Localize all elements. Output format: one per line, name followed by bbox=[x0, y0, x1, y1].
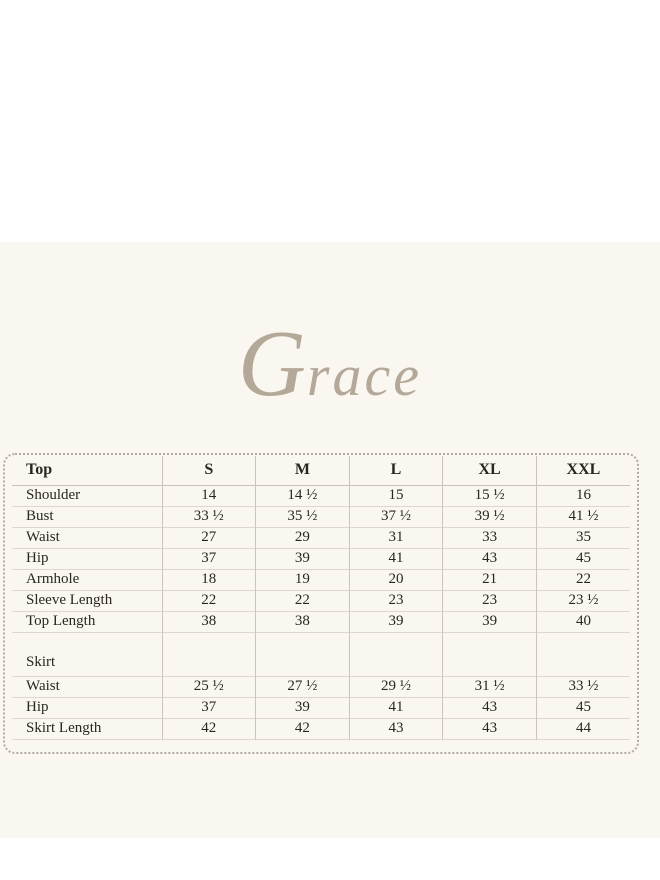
measurement-value: 27 ½ bbox=[256, 676, 350, 697]
table-row-skirt-length bbox=[12, 718, 630, 739]
size-chart-box bbox=[3, 453, 639, 754]
measurement-value: 21 bbox=[443, 569, 537, 590]
measurement-value: 31 bbox=[349, 527, 443, 548]
measurement-value: 41 bbox=[349, 548, 443, 569]
measurement-value: 43 bbox=[443, 718, 537, 739]
size-column-m: M bbox=[256, 456, 350, 485]
measurement-value: 33 bbox=[443, 527, 537, 548]
table-row-shoulder bbox=[12, 485, 630, 506]
empty-cell bbox=[349, 632, 443, 676]
measurement-value: 29 ½ bbox=[349, 676, 443, 697]
measurement-value: 31 ½ bbox=[443, 676, 537, 697]
measurement-value: 16 bbox=[575, 487, 591, 503]
measurement-value: 41 ½ bbox=[568, 508, 599, 524]
table-row-sleeve-length bbox=[12, 590, 630, 611]
measurement-label: Hip bbox=[12, 548, 162, 569]
table-row-waist bbox=[12, 527, 630, 548]
size-chart-header-row bbox=[12, 456, 630, 485]
empty-cell bbox=[162, 632, 256, 676]
table-row-skirt-waist bbox=[12, 676, 630, 697]
size-column-s: S bbox=[162, 456, 256, 485]
brand-logo-rest: race bbox=[306, 343, 422, 408]
table-row-top-length bbox=[12, 611, 630, 632]
measurement-value: 43 bbox=[443, 548, 537, 569]
section-title-top: Top bbox=[12, 456, 162, 485]
measurement-value: 43 bbox=[349, 718, 443, 739]
size-column-xxl: XXL bbox=[566, 461, 601, 479]
table-row-armhole bbox=[12, 569, 630, 590]
measurement-value: 22 bbox=[575, 571, 591, 587]
measurement-value: 35 bbox=[575, 529, 591, 545]
measurement-value: 25 ½ bbox=[162, 676, 256, 697]
measurement-value: 45 bbox=[575, 550, 591, 566]
measurement-value: 19 bbox=[256, 569, 350, 590]
measurement-value: 20 bbox=[349, 569, 443, 590]
measurement-value: 38 bbox=[256, 611, 350, 632]
size-column-l: L bbox=[349, 456, 443, 485]
measurement-value: 39 bbox=[256, 697, 350, 718]
measurement-value: 23 ½ bbox=[568, 592, 599, 608]
measurement-value: 22 bbox=[256, 590, 350, 611]
measurement-value: 27 bbox=[162, 527, 256, 548]
measurement-label: Bust bbox=[12, 506, 162, 527]
measurement-value: 33 ½ bbox=[568, 678, 599, 694]
table-row-hip bbox=[12, 548, 630, 569]
section-title-skirt: Skirt bbox=[12, 632, 162, 676]
empty-cell bbox=[256, 632, 350, 676]
measurement-value: 37 bbox=[162, 697, 256, 718]
measurement-label: Armhole bbox=[12, 569, 162, 590]
measurement-label: Sleeve Length bbox=[12, 590, 162, 611]
measurement-value: 29 bbox=[256, 527, 350, 548]
measurement-value: 39 bbox=[256, 548, 350, 569]
measurement-label: Shoulder bbox=[12, 485, 162, 506]
measurement-value: 15 ½ bbox=[443, 485, 537, 506]
empty-cell bbox=[536, 632, 630, 676]
measurement-value: 33 ½ bbox=[162, 506, 256, 527]
measurement-value: 42 bbox=[256, 718, 350, 739]
measurement-value: 40 bbox=[575, 613, 591, 629]
measurement-value: 23 bbox=[349, 590, 443, 611]
measurement-label: Waist bbox=[12, 676, 162, 697]
measurement-value: 39 bbox=[443, 611, 537, 632]
table-row-bust bbox=[12, 506, 630, 527]
brand-logo-initial: G bbox=[238, 312, 307, 416]
measurement-value: 18 bbox=[162, 569, 256, 590]
measurement-label: Hip bbox=[12, 697, 162, 718]
skirt-section-header-row bbox=[12, 632, 630, 676]
measurement-label: Skirt Length bbox=[12, 718, 162, 739]
measurement-value: 38 bbox=[162, 611, 256, 632]
content-panel bbox=[0, 242, 660, 838]
measurement-label: Top Length bbox=[12, 611, 162, 632]
brand-logo bbox=[0, 314, 660, 426]
measurement-label: Waist bbox=[12, 527, 162, 548]
measurement-value: 23 bbox=[443, 590, 537, 611]
size-chart-table bbox=[12, 456, 630, 740]
measurement-value: 22 bbox=[162, 590, 256, 611]
measurement-value: 44 bbox=[575, 720, 591, 736]
table-row-skirt-hip bbox=[12, 697, 630, 718]
measurement-value: 45 bbox=[575, 699, 591, 715]
measurement-value: 43 bbox=[443, 697, 537, 718]
measurement-value: 15 bbox=[349, 485, 443, 506]
empty-cell bbox=[443, 632, 537, 676]
measurement-value: 42 bbox=[162, 718, 256, 739]
measurement-value: 14 ½ bbox=[256, 485, 350, 506]
measurement-value: 39 bbox=[349, 611, 443, 632]
measurement-value: 14 bbox=[162, 485, 256, 506]
size-column-xl: XL bbox=[443, 456, 537, 485]
measurement-value: 35 ½ bbox=[256, 506, 350, 527]
measurement-value: 39 ½ bbox=[443, 506, 537, 527]
measurement-value: 41 bbox=[349, 697, 443, 718]
measurement-value: 37 ½ bbox=[349, 506, 443, 527]
measurement-value: 37 bbox=[162, 548, 256, 569]
